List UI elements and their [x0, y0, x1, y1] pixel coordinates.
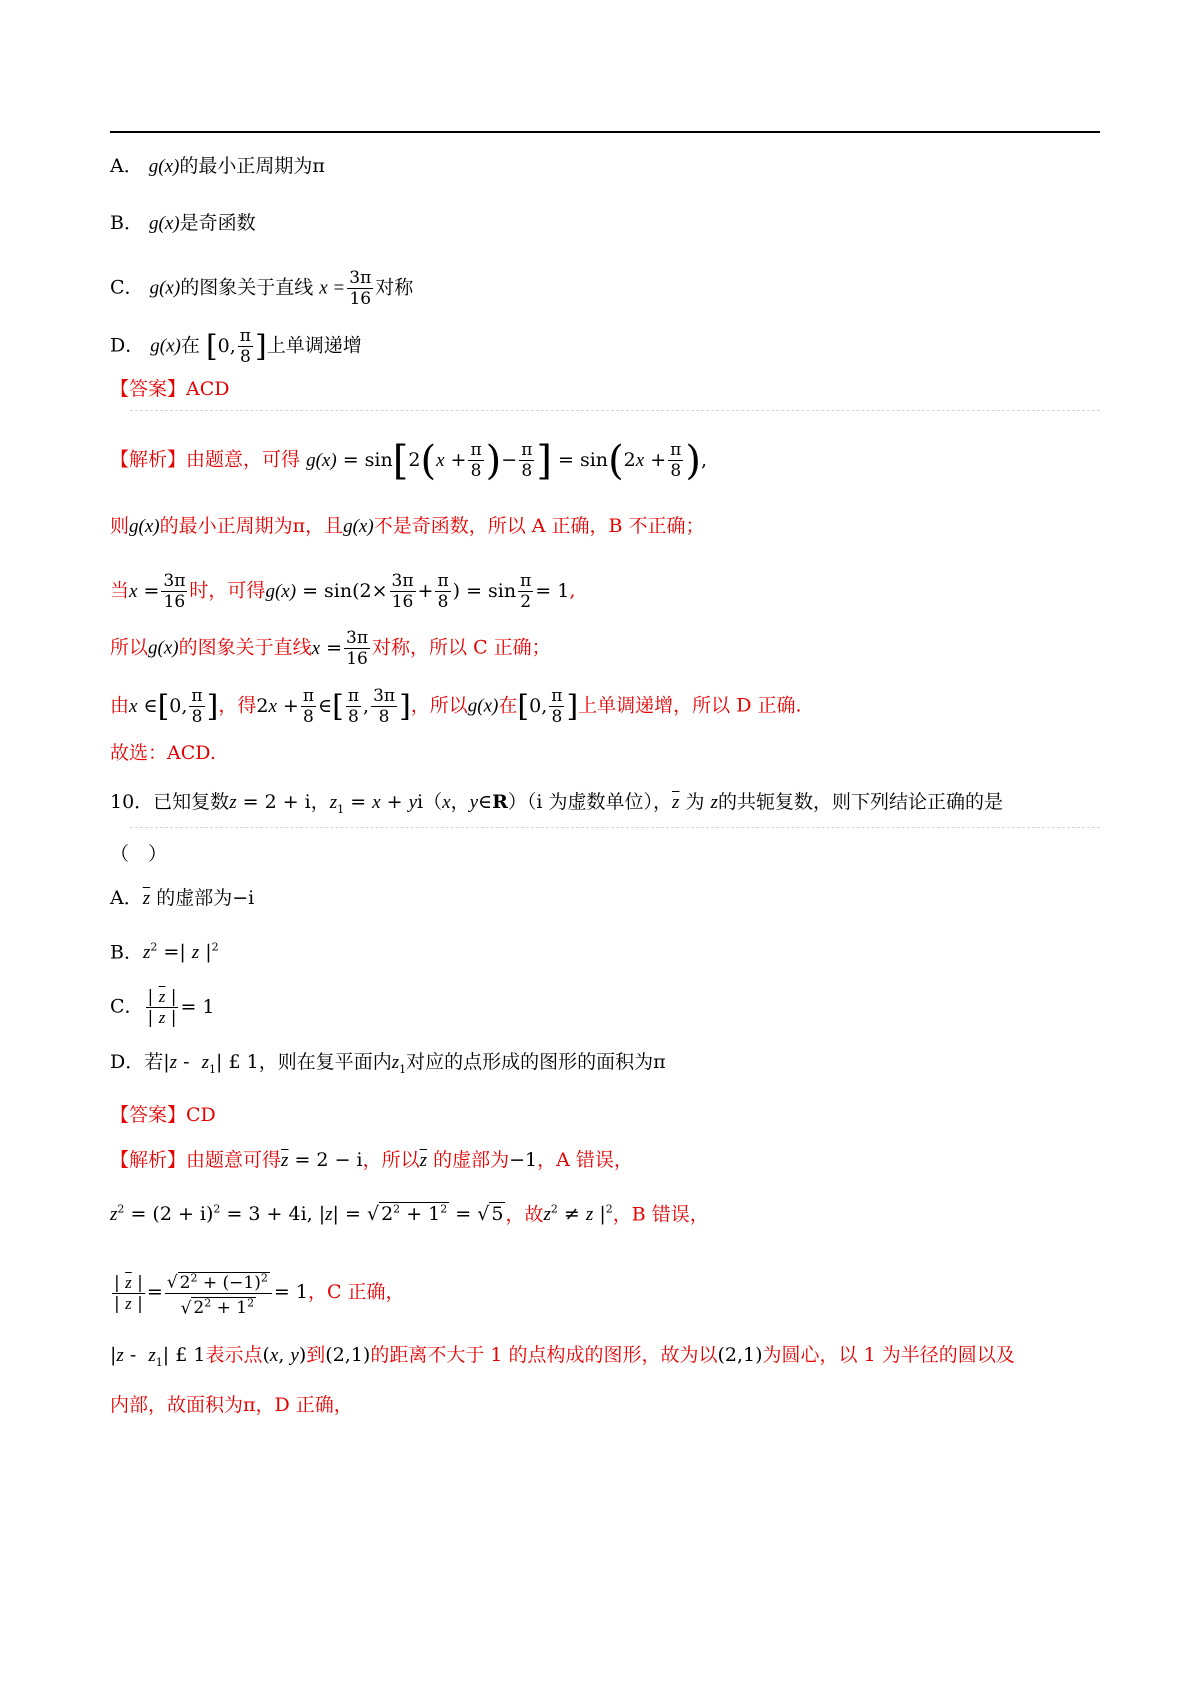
formula: g(x): [149, 277, 181, 299]
analysis-text: 的图象关于直线: [178, 636, 312, 659]
fraction: $\frac{3\pi}{16}$: [349, 268, 372, 309]
analysis-text: 的虚部为: [433, 1149, 510, 1171]
formula: x = $\frac{3\pi}{16}$: [129, 571, 186, 612]
option-label: B．: [110, 212, 143, 234]
formula: z = 2 + i，$z_1 = x + yi(x$，y∈R）: [229, 791, 527, 816]
analysis-line: [110, 686, 802, 727]
analysis-text: 对称，所以 C 正确；: [372, 636, 551, 659]
formula: $z^2$ =| z $|^2$: [142, 941, 219, 964]
formula: $\frac{| \overline{z} |}{| z |}$ = 1: [147, 987, 215, 1028]
analysis-text: 由: [110, 694, 130, 717]
option-label: A．: [110, 887, 143, 909]
formula: $|z - z_1|$ £ 1: [163, 1051, 259, 1076]
analysis-line: [110, 628, 551, 669]
formula: $z^2 \ne z$ $|^2$: [543, 1203, 613, 1226]
answer-label: 【答案】CD: [110, 1104, 216, 1126]
option-a: [110, 154, 325, 179]
analysis-text: 到: [306, 1344, 326, 1366]
analysis-text: 上单调递增，所以 D 正确.: [578, 694, 802, 717]
formula: [0, $\frac{\pi}{8}$ ]: [205, 326, 267, 367]
option-text: 的最小正周期为π: [179, 155, 325, 177]
analysis-line: [110, 437, 708, 484]
formula: −i: [232, 887, 255, 909]
analysis-text: 由题意可得: [186, 1149, 282, 1171]
analysis-line: [110, 514, 705, 539]
option-text: 对称: [375, 276, 414, 299]
formula: $|z - z_1|$ £ 1: [110, 1344, 206, 1369]
formula: x = $\frac{3\pi}{16}$: [311, 628, 369, 669]
question-10: 10．已知复数z = 2 + i，$z_1 = x + yi(x$，y∈R）（i 为虚数单位），$\overline{z}$ 为 z的共轭复数，则下列结论正确的是: [110, 791, 1003, 816]
formula: g(x): [149, 213, 180, 234]
formula: x ∈[0, $\frac{\pi}{8}$ ]: [129, 686, 219, 727]
formula: g(x): [343, 516, 374, 537]
option-d: [110, 326, 362, 367]
analysis-text: ，B 错误，: [612, 1203, 709, 1226]
analysis-text: 由题意，可得: [186, 448, 301, 471]
analysis-text: ，得: [218, 694, 257, 717]
formula: g(x): [129, 516, 160, 537]
analysis-line: [110, 1268, 405, 1318]
dashed-divider: [130, 410, 1100, 411]
analysis-label: 【解析】: [110, 448, 187, 471]
formula: g(x): [150, 335, 181, 357]
formula: (2,1): [325, 1344, 371, 1366]
question-text: 的共轭复数，则下列结论正确的是: [717, 791, 1003, 813]
formula: $\overline{z}$: [419, 1150, 428, 1171]
formula: $\overline{z}$: [672, 792, 680, 813]
analysis-text: 所以: [110, 636, 149, 659]
formula: x =: [319, 277, 346, 299]
analysis-text: ，故: [505, 1203, 544, 1226]
option-label: A．: [110, 155, 143, 177]
formula: g(x) = sin[2(x + $\frac{\pi}{8}$ )− $\frac{\pi}{8}$ ] = sin(2x + $\frac{\pi}{8}$ ),: [306, 437, 708, 484]
option-c: [110, 268, 413, 309]
formula: 2x + $\frac{\pi}{8}$ ∈[ $\frac{\pi}{8}$ , $\frac{3\pi}{8}$ ]: [256, 686, 411, 727]
option-label: D．: [110, 1051, 145, 1073]
formula: z: [710, 792, 718, 813]
option-label: B．: [110, 941, 143, 964]
option-text: 上单调递增: [266, 334, 362, 357]
answer-blank: （ ）: [110, 843, 168, 865]
formula: (x, y): [262, 1344, 307, 1366]
option-text: 对应的点形成的图形的面积为π: [406, 1051, 666, 1073]
formula: g(x): [467, 695, 499, 717]
analysis-text: ，所以: [410, 694, 468, 717]
conclusion: 故选：ACD.: [110, 742, 216, 764]
option-text: 的虚部为: [156, 887, 233, 909]
formula: $\frac{| \overline{z} |}{| z |}$ = $\frac{√ 2^2 + (-1)^2}{√ 2^2 + 1^2}$ = 1: [110, 1281, 308, 1303]
analysis-text: 不是奇函数，所以 A 正确，B 不正确；: [373, 515, 705, 537]
analysis-text: 表示点: [205, 1344, 263, 1366]
formula: $z^2 = (2 + i)^2 = 3 + 4i$, |z| = √ $2^2 + 1^2$ = √ 5: [110, 1203, 504, 1226]
option-b: [110, 211, 256, 236]
option-text: 在: [180, 334, 200, 357]
analysis-text: 内部，故面积为π，D 正确，: [110, 1394, 353, 1416]
formula: (2,1): [717, 1344, 763, 1366]
analysis-text: ，C 正确，: [307, 1281, 405, 1304]
option-text: ，则在复平面内: [258, 1051, 392, 1073]
formula: $\overline{z} = 2 - i$: [281, 1149, 363, 1171]
option-text: 的图象关于直线: [180, 276, 314, 299]
question-text: （i 为虚数单位），: [526, 791, 673, 813]
analysis-label: 【解析】: [110, 1149, 187, 1171]
formula: g(x) = sin(2× $\frac{3\pi}{16}$ + $\frac{\pi}{8}$ ) = sin $\frac{\pi}{2}$ = 1: [265, 571, 570, 612]
answer-label: 【答案】ACD: [110, 378, 230, 400]
q10-option-c: [110, 987, 215, 1028]
analysis-line: [110, 1343, 1015, 1375]
analysis-line: 当x = $\frac{3\pi}{16}$ 时，可得g(x) = sin(2× $\frac{3\pi}{16}$ + $\frac{\pi}{8}$ ) = sin $\frac{\pi}{2}$ = 1,: [110, 571, 576, 612]
formula: g(x): [148, 156, 180, 177]
option-text: 若: [144, 1051, 164, 1073]
formula: $\overline{z}$: [142, 888, 151, 909]
option-label: C．: [110, 276, 144, 299]
question-text: 10．已知复数: [110, 791, 230, 813]
analysis-text: 当: [110, 579, 130, 602]
q10-option-d: [110, 1050, 666, 1082]
analysis-text: 的最小正周期为π，且: [159, 515, 344, 537]
analysis-line: [110, 1148, 633, 1173]
q10-option-b: [110, 936, 219, 965]
q10-option-a: [110, 886, 254, 911]
analysis-text: 为圆心，以 1 为半径的圆以及: [762, 1344, 1015, 1366]
formula: −1: [509, 1149, 538, 1171]
formula: [0, $\frac{\pi}{8}$ ]: [517, 686, 579, 727]
analysis-text: 在: [498, 694, 518, 717]
analysis-text: 的距离不大于 1 的点构成的图形，故为以: [370, 1344, 718, 1366]
formula: $z_1$: [391, 1052, 407, 1076]
analysis-text: 则: [110, 515, 130, 537]
dashed-divider: [130, 827, 1100, 828]
option-text: 是奇函数: [179, 212, 256, 234]
analysis-text: 时，可得: [189, 579, 266, 602]
option-label: D．: [110, 334, 145, 357]
option-label: C．: [110, 995, 144, 1018]
analysis-text: ，A 错误，: [537, 1149, 633, 1171]
formula: g(x): [148, 637, 179, 659]
analysis-text: ，所以: [362, 1149, 420, 1171]
analysis-line: [110, 1198, 709, 1227]
top-rule: [110, 131, 1100, 133]
